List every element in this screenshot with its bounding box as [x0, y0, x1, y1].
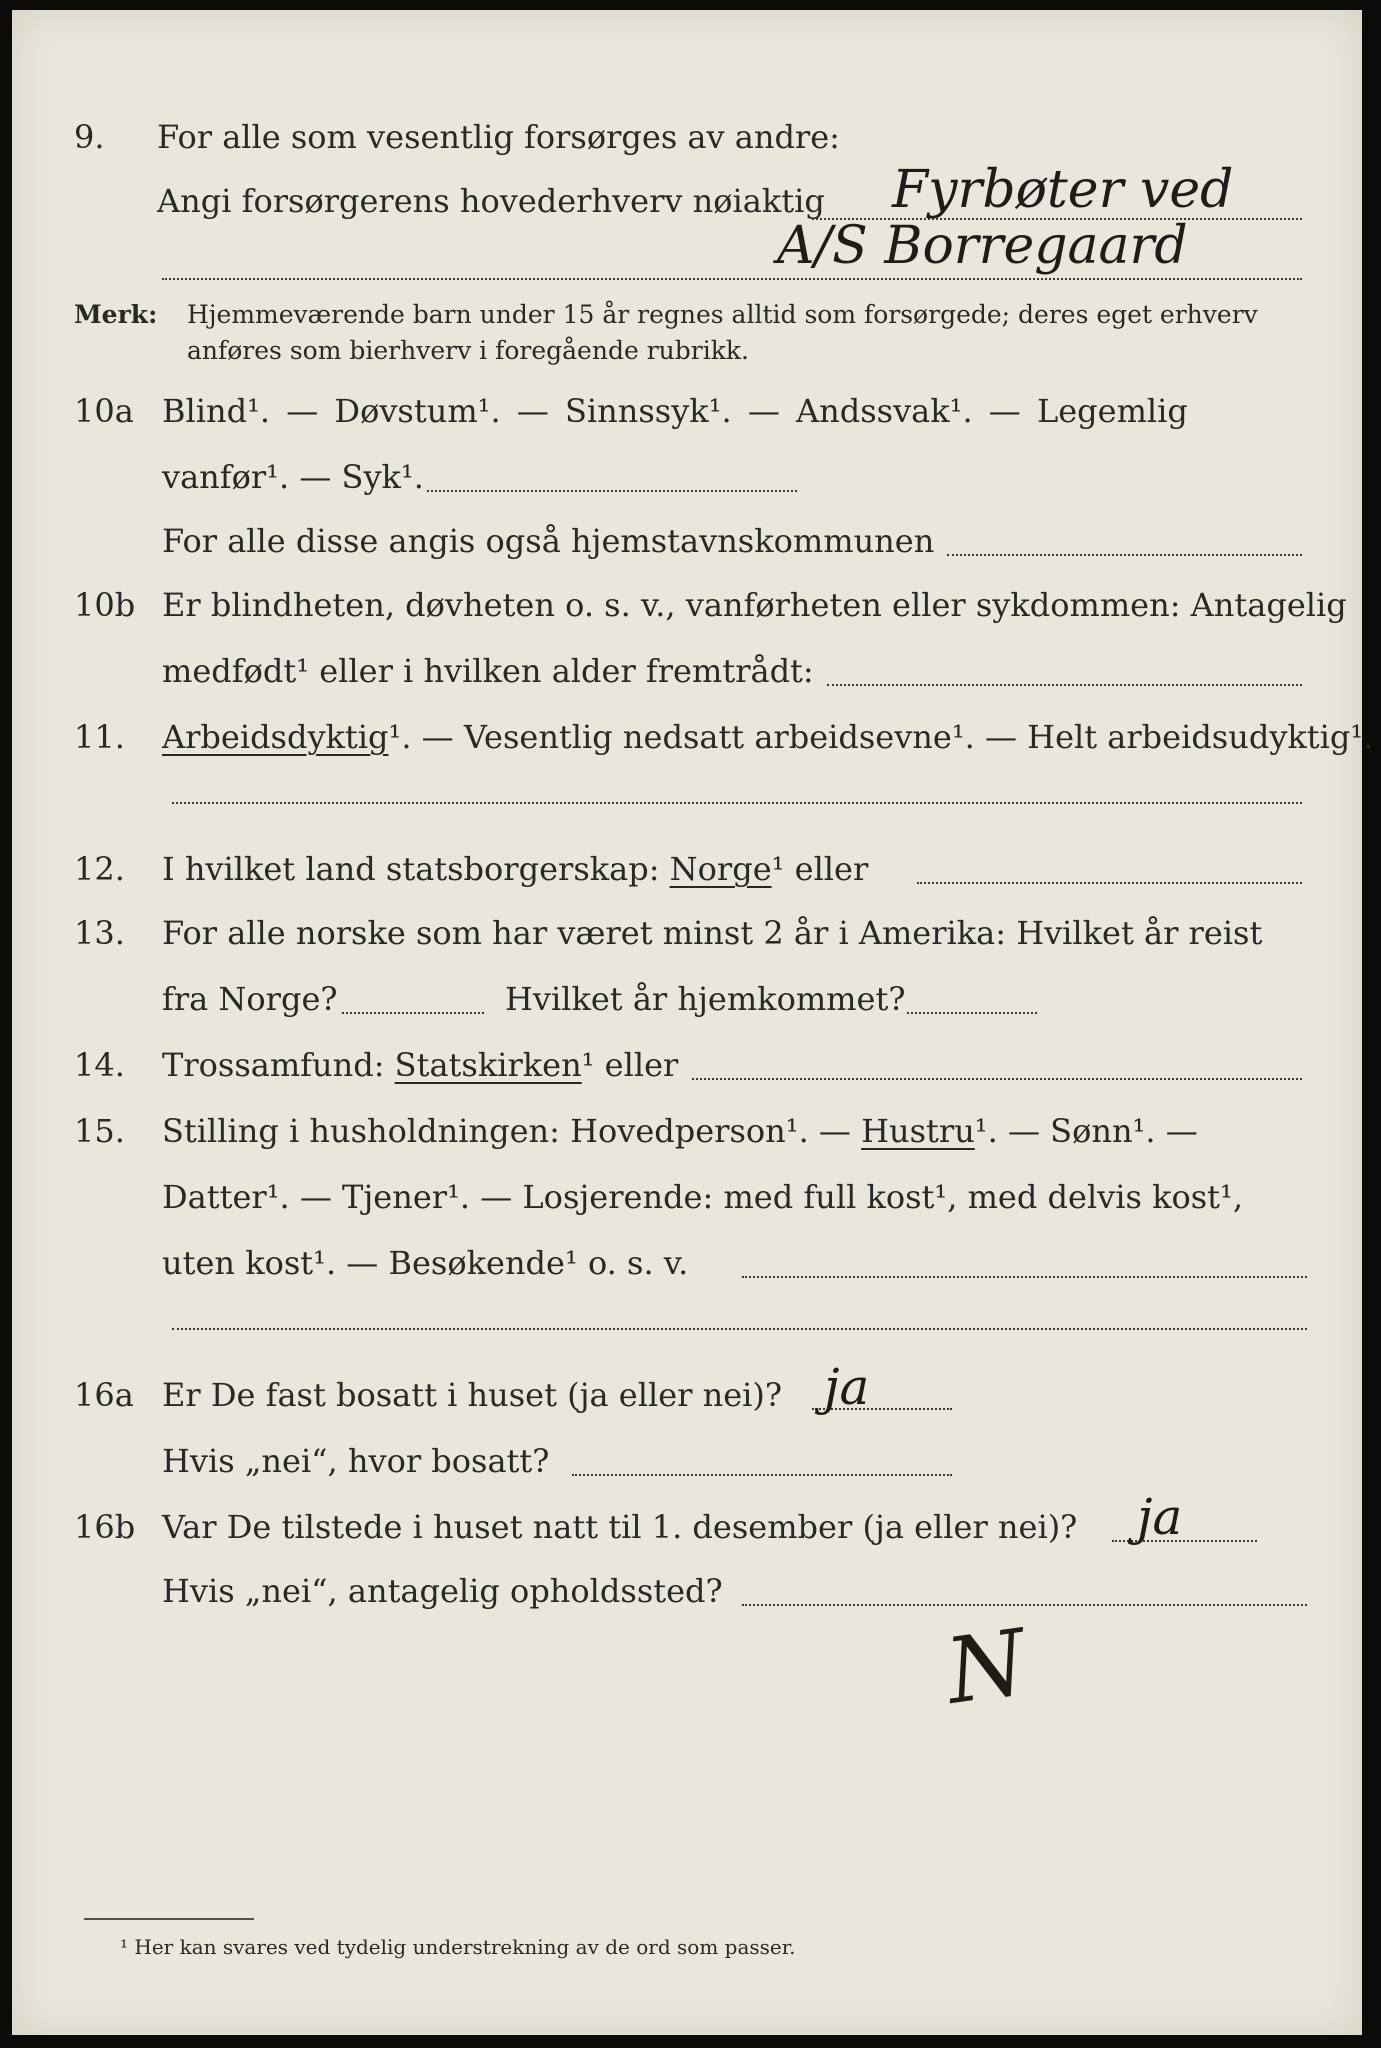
q13-row-1	[12, 914, 1362, 964]
form-page	[12, 10, 1374, 2035]
q10a-row-2	[12, 458, 1362, 508]
q13-text-2a: fra Norge?	[162, 980, 338, 1018]
q11-text	[162, 718, 1373, 756]
q13-year-left-line[interactable]	[342, 1012, 484, 1014]
q9-text-1: For alle som vesentlig forsørges av andre:	[157, 118, 840, 156]
q15-text-1a: Stilling i husholdningen: Hovedperson¹. —	[162, 1112, 851, 1150]
q16b-text-2: Hvis „nei“, antagelig opholdssted?	[162, 1572, 723, 1610]
q10a-text-3: For alle disse angis også hjemstavnskommunen	[162, 522, 935, 560]
q15-row-1	[12, 1112, 1362, 1162]
q10b-row-2	[12, 652, 1362, 702]
q9-row-3	[12, 216, 1362, 292]
q10b-row-1	[12, 586, 1362, 636]
q16a-text-2: Hvis „nei“, hvor bosatt?	[162, 1442, 550, 1480]
q14-answer-line[interactable]	[692, 1078, 1302, 1080]
q10b-text-2: medfødt¹ eller i hvilken alder fremtrådt:	[162, 652, 814, 690]
q13-text-1: For alle norske som har været minst 2 år i Amerika: Hvilket år reist	[162, 914, 1263, 952]
q11-underlined-answer: Arbeidsdyktig	[162, 718, 389, 756]
q9-handwritten-answer-2: A/S Borregaard	[777, 216, 1188, 276]
q9-number: 9.	[74, 118, 105, 156]
q10b-number: 10b	[74, 586, 136, 624]
q15-row-4	[12, 1306, 1362, 1356]
q10a-text-1: Blind¹. — Døvstum¹. — Sinnssyk¹. — Andssvak¹. — Legemlig	[162, 392, 1188, 430]
q14-number: 14.	[74, 1046, 125, 1084]
q12-prefix: I hvilket land statsborgerskap:	[162, 850, 660, 888]
q12-answer-line[interactable]	[917, 882, 1302, 884]
q10a-answer-line-1[interactable]	[427, 490, 797, 492]
q16a-residence-line[interactable]	[572, 1474, 952, 1476]
q15-row-3	[12, 1244, 1362, 1294]
q15-text-3: uten kost¹. — Besøkende¹ o. s. v.	[162, 1244, 689, 1282]
q16a-number: 16a	[74, 1376, 134, 1414]
q9-answer-line-2[interactable]	[162, 278, 1302, 280]
q16b-location-line[interactable]	[742, 1604, 1307, 1606]
merk-label: Merk:	[74, 300, 158, 329]
q10a-row-1	[12, 392, 1362, 442]
q15-underlined-answer: Hustru	[861, 1112, 975, 1150]
merk-row-2	[12, 336, 1362, 386]
q15-text-1b: ¹. — Sønn¹. —	[974, 1112, 1198, 1150]
q16b-text-1: Var De tilstede i huset natt til 1. desember (ja eller nei)?	[162, 1508, 1078, 1546]
q10a-answer-line-2[interactable]	[947, 554, 1302, 556]
q12-underlined-answer: Norge	[669, 850, 772, 888]
q16b-row-1	[12, 1488, 1362, 1558]
q16b-number: 16b	[74, 1508, 136, 1546]
q16a-row-1	[12, 1358, 1362, 1426]
q9-text-2: Angi forsørgerens hovederhverv nøiaktig	[157, 182, 825, 220]
q14-text	[162, 1046, 678, 1084]
q16a-row-2	[12, 1442, 1362, 1492]
q10a-number: 10a	[74, 392, 134, 430]
q16b-answer-line[interactable]	[1112, 1540, 1257, 1542]
q13-row-2	[12, 980, 1362, 1030]
merk-text-2: anføres som bierhverv i foregående rubrikk.	[187, 336, 749, 365]
q15-answer-line-1[interactable]	[742, 1276, 1307, 1278]
q12-row	[12, 850, 1362, 900]
q10a-text-2: vanfør¹. — Syk¹.	[162, 458, 424, 496]
q10b-answer-line[interactable]	[827, 684, 1302, 686]
q16b-row-2	[12, 1572, 1362, 1622]
footnote-rule	[84, 1918, 254, 1920]
q15-text-2: Datter¹. — Tjener¹. — Losjerende: med full kost¹, med delvis kost¹,	[162, 1178, 1244, 1216]
q13-number: 13.	[74, 914, 125, 952]
q9-handwritten-answer-1: Fyrbøter ved	[892, 160, 1234, 220]
q10a-row-3	[12, 522, 1362, 572]
q13-text-2b: Hvilket år hjemkommet?	[505, 980, 906, 1018]
q12-text	[162, 850, 868, 888]
q15-row-2	[12, 1178, 1362, 1228]
q15-number: 15.	[74, 1112, 125, 1150]
q16a-handwritten-answer: ja	[824, 1358, 870, 1416]
q16b-handwritten-answer: ja	[1137, 1488, 1183, 1546]
q11-row	[12, 718, 1374, 768]
q11-text-rest: ¹. — Vesentlig nedsatt arbeidsevne¹. — Helt arbeidsudyktig¹.	[388, 718, 1374, 756]
q14-underlined-answer: Statskirken	[394, 1046, 582, 1084]
merk-text-1: Hjemmeværende barn under 15 år regnes alltid som forsørgede; deres eget erhverv	[187, 300, 1258, 329]
q15-text-1	[162, 1112, 1198, 1150]
q14-suffix: ¹ eller	[581, 1046, 679, 1084]
q11-number: 11.	[74, 718, 125, 756]
q10b-text-1: Er blindheten, døvheten o. s. v., vanførheten eller sykdommen: Antagelig	[162, 586, 1347, 624]
q13-year-returned-line[interactable]	[907, 1012, 1037, 1014]
q12-number: 12.	[74, 850, 125, 888]
q11-row-2	[12, 780, 1362, 830]
footnote: ¹ Her kan svares ved tydelig understrekning av de ord som passer.	[120, 1935, 796, 1959]
q14-prefix: Trossamfund:	[162, 1046, 385, 1084]
handwritten-check-mark: N	[940, 1610, 1033, 1725]
q16a-text-1: Er De fast bosatt i huset (ja eller nei)?	[162, 1376, 783, 1414]
q11-answer-line[interactable]	[172, 802, 1302, 804]
q14-row	[12, 1046, 1362, 1096]
q15-answer-line-2[interactable]	[172, 1328, 1307, 1330]
q12-suffix: ¹ eller	[771, 850, 869, 888]
